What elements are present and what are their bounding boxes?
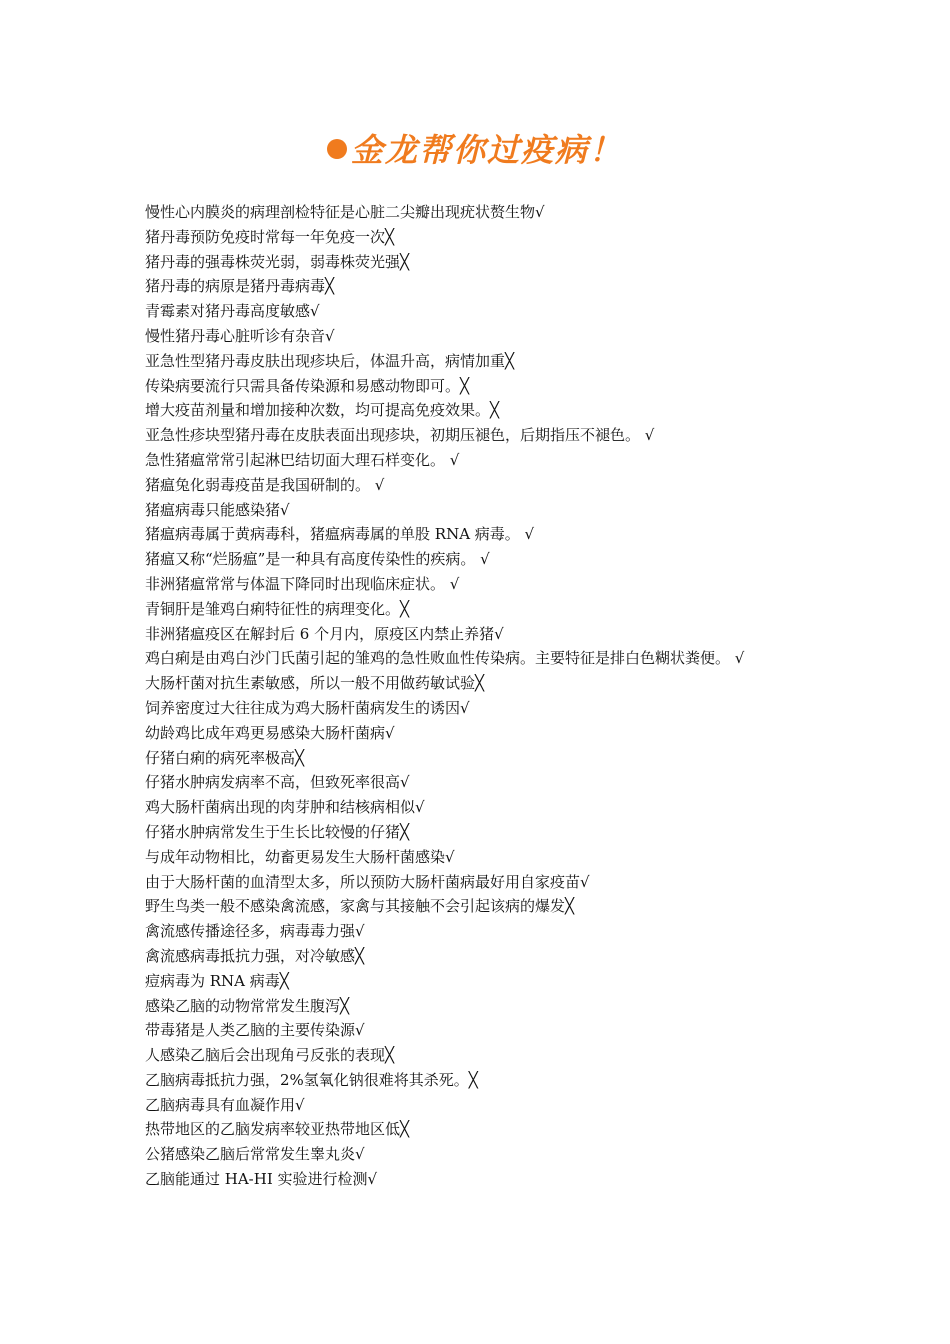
statement-list bbox=[145, 200, 825, 1192]
statement-item: 猪丹毒预防免疫时常每一年免疫一次╳ bbox=[145, 227, 395, 246]
statement-item: 公猪感染乙脑后常常发生睾丸炎√ bbox=[145, 1145, 365, 1164]
statement-item: 猪丹毒的强毒株荧光弱，弱毒株荧光强╳ bbox=[145, 252, 410, 271]
document-title bbox=[0, 128, 950, 172]
statement-item: 急性猪瘟常常引起淋巴结切面大理石样变化。 √ bbox=[145, 450, 460, 469]
statement-item: 仔猪白痢的病死率极高╳ bbox=[145, 748, 305, 767]
statement-item: 与成年动物相比，幼畜更易发生大肠杆菌感染√ bbox=[145, 847, 455, 866]
statement-item: 仔猪水肿病发病率不高，但致死率很高√ bbox=[145, 773, 410, 792]
statement-item: 大肠杆菌对抗生素敏感，所以一般不用做药敏试验╳ bbox=[145, 674, 485, 693]
statement-item: 人感染乙脑后会出现角弓反张的表现╳ bbox=[145, 1046, 395, 1065]
statement-item: 痘病毒为 RNA 病毒╳ bbox=[145, 971, 289, 990]
statement-item: 青霉素对猪丹毒高度敏感√ bbox=[145, 302, 320, 321]
statement-item: 由于大肠杆菌的血清型太多，所以预防大肠杆菌病最好用自家疫苗√ bbox=[145, 872, 590, 891]
statement-item: 鸡白痢是由鸡白沙门氏菌引起的雏鸡的急性败血性传染病。主要特征是排白色糊状粪便。 √ bbox=[145, 649, 745, 668]
statement-item: 亚急性疹块型猪丹毒在皮肤表面出现疹块，初期压褪色，后期指压不褪色。 √ bbox=[145, 426, 655, 445]
statement-item: 乙脑病毒抵抗力强，2%氢氧化钠很难将其杀死。╳ bbox=[145, 1070, 478, 1089]
statement-item: 幼龄鸡比成年鸡更易感染大肠杆菌病√ bbox=[145, 723, 395, 742]
statement-item: 饲养密度过大往往成为鸡大肠杆菌病发生的诱因√ bbox=[145, 698, 470, 717]
statement-item: 猪瘟又称“烂肠瘟”是一种具有高度传染性的疾病。 √ bbox=[145, 550, 490, 569]
statement-item: 野生鸟类一般不感染禽流感，家禽与其接触不会引起该病的爆发╳ bbox=[145, 897, 575, 916]
statement-item: 鸡大肠杆菌病出现的肉芽肿和结核病相似√ bbox=[145, 798, 425, 817]
statement-item: 感染乙脑的动物常常发生腹泻╳ bbox=[145, 996, 350, 1015]
statement-item: 热带地区的乙脑发病率较亚热带地区低╳ bbox=[145, 1120, 410, 1139]
statement-item: 乙脑病毒具有血凝作用√ bbox=[145, 1095, 305, 1114]
statement-item: 猪丹毒的病原是猪丹毒病毒╳ bbox=[145, 277, 335, 296]
statement-item: 传染病要流行只需具备传染源和易感动物即可。╳ bbox=[145, 376, 470, 395]
statement-item: 猪瘟病毒只能感染猪√ bbox=[145, 500, 290, 519]
statement-item: 禽流感病毒抵抗力强，对冷敏感╳ bbox=[145, 946, 365, 965]
statement-item: 增大疫苗剂量和增加接种次数，均可提高免疫效果。╳ bbox=[145, 401, 500, 420]
statement-item: 带毒猪是人类乙脑的主要传染源√ bbox=[145, 1021, 365, 1040]
statement-item: 非洲猪瘟常常与体温下降同时出现临床症状。 √ bbox=[145, 574, 460, 593]
statement-item: 禽流感传播途径多，病毒毒力强√ bbox=[145, 922, 365, 941]
statement-item: 仔猪水肿病常发生于生长比较慢的仔猪╳ bbox=[145, 822, 410, 841]
statement-item: 慢性猪丹毒心脏听诊有杂音√ bbox=[145, 326, 335, 345]
bullet-dot-icon bbox=[327, 139, 347, 159]
statement-item: 猪瘟兔化弱毒疫苗是我国研制的。 √ bbox=[145, 475, 385, 494]
title-text: 金龙帮你过疫病！ bbox=[350, 131, 623, 169]
statement-item: 青铜肝是雏鸡白痢特征性的病理变化。╳ bbox=[145, 599, 410, 618]
statement-item: 亚急性型猪丹毒皮肤出现疹块后，体温升高，病情加重╳ bbox=[145, 351, 515, 370]
statement-item: 乙脑能通过 HA-HI 实验进行检测√ bbox=[145, 1170, 378, 1189]
statement-item: 猪瘟病毒属于黄病毒科，猪瘟病毒属的单股 RNA 病毒。 √ bbox=[145, 525, 535, 544]
statement-item: 慢性心内膜炎的病理剖检特征是心脏二尖瓣出现疣状赘生物√ bbox=[145, 203, 545, 221]
statement-item: 非洲猪瘟疫区在解封后 6 个月内，原疫区内禁止养猪√ bbox=[145, 624, 504, 643]
